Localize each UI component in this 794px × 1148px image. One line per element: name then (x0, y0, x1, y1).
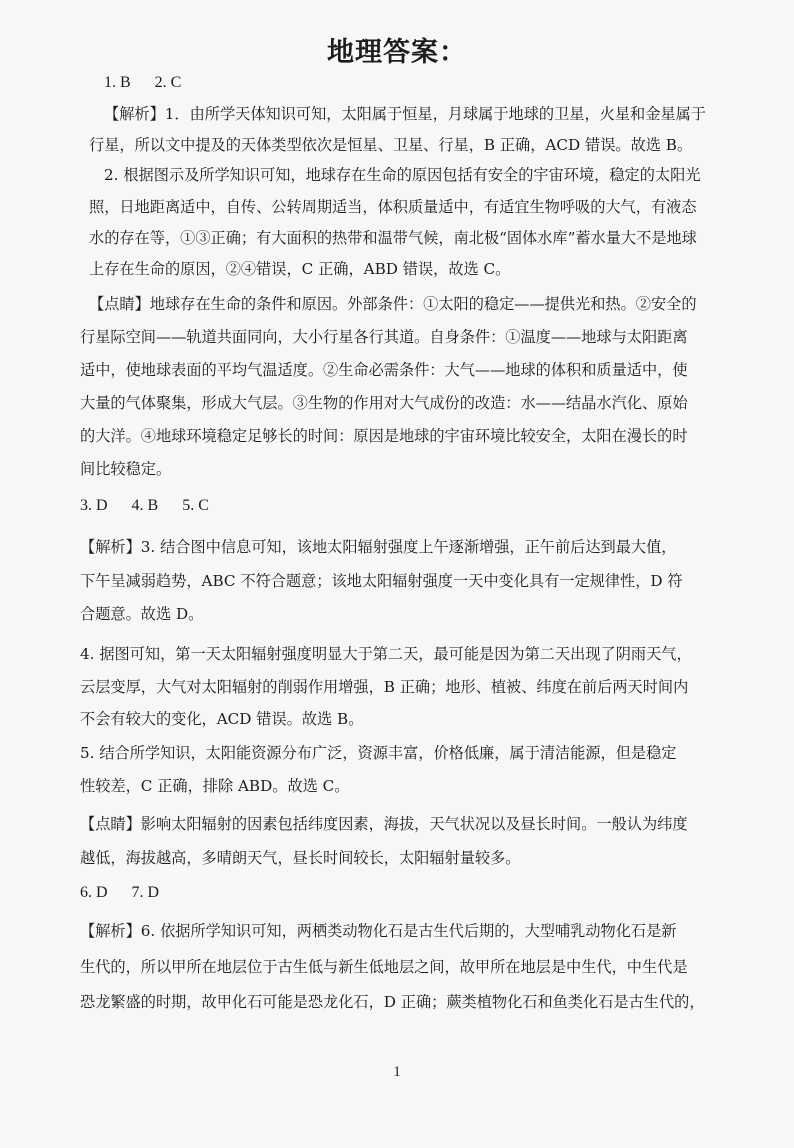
answer-line: 1. B 2. C (104, 74, 182, 91)
text-line: 上存在生命的原因，②④错误，C 正确，ABD 错误，故选 C。 (89, 260, 511, 278)
text-line: 合题意。故选 D。 (80, 605, 204, 623)
text-line: 【点睛】地球存在生命的条件和原因。外部条件：①太阳的稳定——提供光和热。②安全的 (89, 295, 697, 313)
text-line: 适中，使地球表面的平均气温适度。②生命必需条件：大气——地球的体积和质量适中，使 (80, 361, 688, 379)
text-line: 的大洋。④地球环境稳定足够长的时间：原因是地球的宇宙环境比较安全，太阳在漫长的时 (80, 427, 688, 445)
text-line: 恐龙繁盛的时期，故甲化石可能是恐龙化石，D 正确；蕨类植物化石和鱼类化石是古生代的， (80, 993, 705, 1011)
text-line: 下午呈减弱趋势，ABC 不符合题意；该地太阳辐射强度一天中变化具有一定规律性，D 符 (80, 572, 683, 590)
text-line: 生代的，所以甲所在地层位于古生低与新生低地层之间，故甲所在地层是中生代，中生代是 (80, 958, 688, 976)
text-line: 越低，海拔越高，多晴朗天气，昼长时间较长，太阳辐射量较多。 (80, 849, 521, 867)
text-line: 行星，所以文中提及的天体类型依次是恒星、卫星、行星，B 正确，ACD 错误。故选 B。 (89, 136, 693, 154)
text-line: 云层变厚，大气对太阳辐射的削弱作用增强，B 正确；地形、植被、纬度在前后两天时间内 (80, 678, 689, 696)
text-line: 性较差，C 正确，排除 ABD。故选 C。 (80, 777, 350, 795)
text-line: 大量的气体聚集，形成大气层。③生物的作用对大气成份的改造：水——结晶水汽化、原始 (80, 394, 688, 412)
text-line: 【解析】1．由所学天体知识可知，太阳属于恒星，月球属于地球的卫星，火星和金星属于 (104, 105, 706, 123)
answer-line: 3. D 4. B 5. C (80, 497, 209, 514)
text-line: 【点睛】影响太阳辐射的因素包括纬度因素，海拔，天气状况以及昼长时间。一般认为纬度 (80, 815, 688, 833)
answer-line: 6. D 7. D (80, 884, 160, 901)
text-line: 水的存在等，①③正确；有大面积的热带和温带气候，南北极“固体水库”蓄水量大不是地球 (89, 229, 697, 247)
text-line: 【解析】3. 结合图中信息可知，该地太阳辐射强度上午逐渐增强，正午前后达到最大值， (80, 538, 677, 556)
text-line: 2. 根据图示及所学知识可知，地球存在生命的原因包括有安全的宇宙环境，稳定的太阳光 (104, 166, 701, 184)
text-line: 间比较稳定。 (80, 460, 172, 478)
page-number: 1 (393, 1064, 401, 1080)
text-line: 5. 结合所学知识，太阳能资源分布广泛，资源丰富，价格低廉，属于清洁能源，但是稳定 (80, 744, 677, 762)
page-title: 地理答案： (327, 37, 467, 68)
text-line: 照，日地距离适中，自传、公转周期适当，体积质量适中，有适宜生物呼吸的大气，有液态 (89, 198, 697, 216)
text-line: 4. 据图可知，第一天太阳辐射强度明显大于第二天，最可能是因为第二天出现了阴雨天气， (80, 645, 692, 663)
text-line: 不会有较大的变化，ACD 错误。故选 B。 (80, 710, 364, 728)
text-line: 行星际空间——轨道共面同向，大小行星各行其道。自身条件：①温度——地球与太阳距离 (80, 328, 688, 346)
text-line: 【解析】6. 依据所学知识可知，两栖类动物化石是古生代后期的，大型哺乳动物化石是新 (80, 922, 677, 940)
